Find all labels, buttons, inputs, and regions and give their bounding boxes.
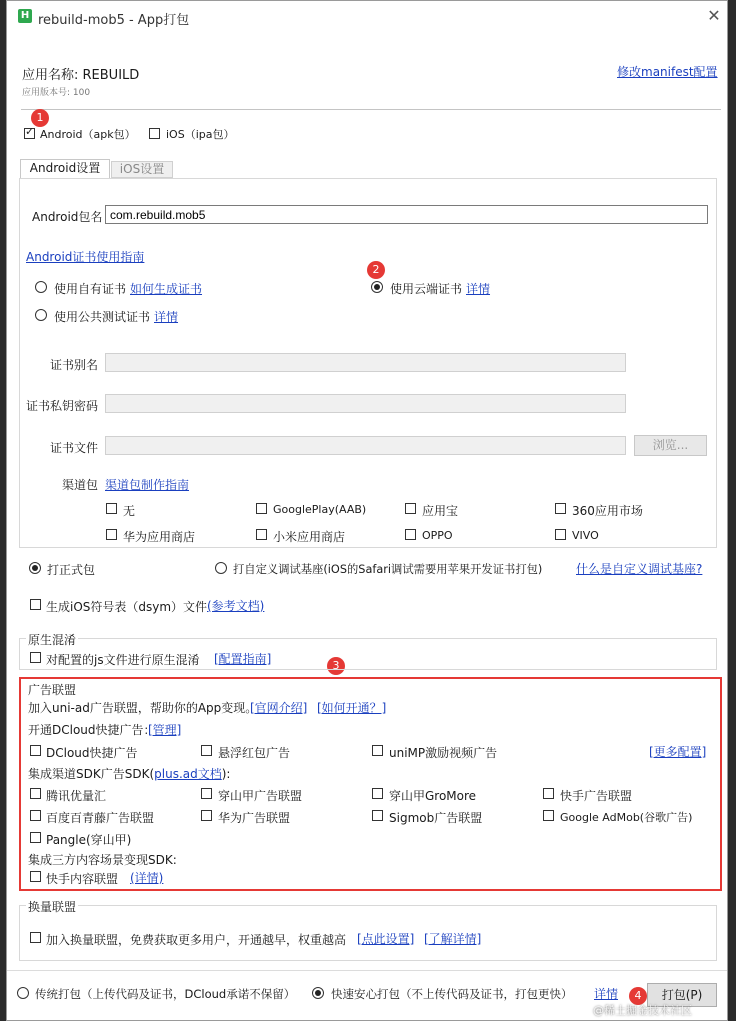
dcloud-quick-ad-label[interactable]: DCloud快捷广告 bbox=[46, 746, 138, 760]
csj-gromore-checkbox[interactable] bbox=[372, 788, 383, 799]
app-name-label: 应用名称: REBUILD bbox=[22, 68, 140, 83]
obfuscation-guide-link[interactable]: [配置指南] bbox=[214, 652, 272, 666]
obfuscation-label[interactable]: 对配置的js文件进行原生混淆 bbox=[46, 653, 200, 667]
ios-platform-label[interactable]: iOS（ipa包） bbox=[166, 128, 235, 141]
channel-yingyongbao-label[interactable]: 应用宝 bbox=[422, 504, 459, 518]
channel-vivo-label[interactable]: VIVO bbox=[572, 529, 599, 542]
edit-manifest-link[interactable]: 修改manifest配置 bbox=[617, 65, 718, 79]
custom-base-radio[interactable] bbox=[215, 562, 227, 574]
what-is-custom-base-link[interactable]: 什么是自定义调试基座? bbox=[576, 562, 703, 576]
step-badge-2: 2 bbox=[367, 261, 385, 279]
baidu-ad-checkbox[interactable] bbox=[30, 810, 41, 821]
google-admob-label[interactable]: Google AdMob(谷歌广告) bbox=[560, 811, 693, 824]
channel-360-label[interactable]: 360应用市场 bbox=[572, 504, 643, 518]
unimp-reward-video-checkbox[interactable] bbox=[372, 745, 383, 756]
unimp-reward-video-label[interactable]: uniMP激励视频广告 bbox=[389, 746, 498, 760]
dsym-checkbox[interactable] bbox=[30, 599, 41, 610]
floating-redpacket-ad-label[interactable]: 悬浮红包广告 bbox=[218, 746, 291, 760]
floating-redpacket-ad-checkbox[interactable] bbox=[201, 745, 212, 756]
how-to-generate-cert-link[interactable]: 如何生成证书 bbox=[130, 282, 203, 296]
fast-pack-radio[interactable] bbox=[312, 987, 324, 999]
sdk-ad-label bbox=[28, 765, 230, 782]
channel-guide-link[interactable]: 渠道包制作指南 bbox=[105, 478, 190, 492]
background-editor-right bbox=[728, 0, 736, 1021]
footer-separator bbox=[7, 970, 727, 971]
channel-label: 渠道包 bbox=[62, 478, 99, 492]
kuaishou-content-label[interactable]: 快手内容联盟 bbox=[46, 872, 119, 886]
exchange-details-link[interactable]: [了解详情] bbox=[424, 932, 482, 946]
exchange-league-checkbox[interactable] bbox=[30, 932, 41, 943]
android-cert-guide-link[interactable]: Android证书使用指南 bbox=[26, 250, 145, 264]
pack-button-label: 打包(P) bbox=[661, 988, 703, 1002]
window-title: rebuild-mob5 - App打包 bbox=[38, 13, 190, 28]
kuaishou-content-checkbox[interactable] bbox=[30, 871, 41, 882]
ad-league-title: 广告联盟 bbox=[28, 683, 77, 697]
public-cert-radio[interactable] bbox=[35, 309, 47, 321]
channel-vivo-checkbox[interactable] bbox=[555, 529, 566, 540]
traditional-pack-label[interactable]: 传统打包（上传代码及证书，DCloud承诺不保留） bbox=[35, 987, 296, 1001]
channel-360-checkbox[interactable] bbox=[555, 503, 566, 514]
google-admob-checkbox[interactable] bbox=[543, 810, 554, 821]
channel-huawei-label[interactable]: 华为应用商店 bbox=[123, 530, 196, 544]
close-icon[interactable]: ✕ bbox=[707, 6, 721, 25]
public-cert-label[interactable]: 使用公共测试证书 bbox=[54, 310, 151, 324]
more-config-link[interactable]: [更多配置] bbox=[649, 745, 707, 759]
kuaishou-ad-checkbox[interactable] bbox=[543, 788, 554, 799]
own-cert-radio[interactable] bbox=[35, 281, 47, 293]
exchange-league-label[interactable]: 加入换量联盟，免费获取更多用户，开通越早，权重越高 bbox=[46, 933, 347, 947]
cert-password-label: 证书私钥密码 bbox=[26, 399, 99, 413]
tab-android-settings[interactable] bbox=[20, 159, 110, 178]
obfuscation-title: 原生混淆 bbox=[28, 633, 77, 647]
sigmob-ad-checkbox[interactable] bbox=[372, 810, 383, 821]
channel-oppo-checkbox[interactable] bbox=[405, 529, 416, 540]
dcloud-ad-manage-link[interactable]: [管理] bbox=[148, 723, 182, 737]
browse-button[interactable] bbox=[634, 435, 707, 456]
android-platform-checkbox[interactable] bbox=[24, 128, 35, 139]
watermark: @稀土掘金技术社区 bbox=[593, 1004, 692, 1017]
app-pack-dialog bbox=[6, 0, 728, 1021]
fast-pack-detail-link[interactable]: 详情 bbox=[594, 987, 619, 1001]
public-cert-detail-link[interactable]: 详情 bbox=[154, 310, 179, 324]
browse-button-label: 浏览... bbox=[652, 438, 689, 452]
kuaishou-content-detail-link[interactable]: (详情) bbox=[130, 871, 164, 885]
cert-alias-label: 证书别名 bbox=[50, 358, 99, 372]
android-package-label: Android包名 bbox=[32, 210, 103, 224]
title-bar bbox=[7, 1, 727, 33]
tab-ios-settings[interactable] bbox=[111, 161, 173, 178]
csj-ad-label[interactable]: 穿山甲广告联盟 bbox=[218, 789, 303, 803]
channel-yingyongbao-checkbox[interactable] bbox=[405, 503, 416, 514]
sdk-ad-label-prefix: 集成渠道SDK广告SDK( bbox=[28, 767, 155, 781]
cert-password-input[interactable] bbox=[105, 394, 626, 413]
cert-file-input[interactable] bbox=[105, 436, 626, 455]
pangle-label[interactable]: Pangle(穿山甲) bbox=[46, 833, 132, 847]
huawei-ad-checkbox[interactable] bbox=[201, 810, 212, 821]
ios-platform-checkbox[interactable] bbox=[149, 128, 160, 139]
dcloud-ad-label: 开通DCloud快捷广告： bbox=[28, 723, 156, 737]
android-platform-label[interactable]: Android（apk包） bbox=[40, 128, 136, 141]
channel-none-checkbox[interactable] bbox=[106, 503, 117, 514]
exchange-settings-link[interactable]: [点此设置] bbox=[357, 932, 415, 946]
sdk-ad-label-suffix: ): bbox=[221, 767, 231, 781]
android-package-input[interactable] bbox=[105, 205, 708, 224]
dsym-reference-link[interactable]: (参考文档) bbox=[207, 599, 265, 613]
channel-googleplay-checkbox[interactable] bbox=[256, 503, 267, 514]
cert-file-label: 证书文件 bbox=[50, 441, 99, 455]
formal-build-label[interactable]: 打正式包 bbox=[47, 563, 96, 577]
channel-oppo-label[interactable]: OPPO bbox=[422, 529, 453, 542]
formal-build-radio[interactable] bbox=[29, 562, 41, 574]
cert-alias-input[interactable] bbox=[105, 353, 626, 372]
channel-xiaomi-label[interactable]: 小米应用商店 bbox=[273, 530, 346, 544]
step-badge-4: 4 bbox=[629, 987, 647, 1005]
content-sdk-label: 集成三方内容场景变现SDK: bbox=[28, 853, 177, 867]
app-version-label: 应用版本号: 100 bbox=[22, 88, 91, 98]
hbuilder-app-icon: H bbox=[18, 9, 32, 23]
step-badge-3: 3 bbox=[327, 657, 345, 675]
baidu-ad-label[interactable]: 百度百青藤广告联盟 bbox=[46, 811, 155, 825]
sigmob-ad-label[interactable]: Sigmob广告联盟 bbox=[389, 811, 483, 825]
cloud-cert-label[interactable]: 使用云端证书 bbox=[390, 282, 463, 296]
csj-gromore-label[interactable]: 穿山甲GroMore bbox=[389, 789, 477, 803]
tencent-ylh-checkbox[interactable] bbox=[30, 788, 41, 799]
tab-ios-settings-label: iOS设置 bbox=[119, 162, 165, 176]
header-separator bbox=[21, 109, 721, 110]
kuaishou-ad-label[interactable]: 快手广告联盟 bbox=[560, 789, 633, 803]
huawei-ad-label[interactable]: 华为广告联盟 bbox=[218, 811, 291, 825]
exchange-league-title: 换量联盟 bbox=[28, 900, 77, 914]
plus-ad-doc-link[interactable]: plus.ad文档 bbox=[154, 767, 222, 781]
own-cert-label[interactable]: 使用自有证书 bbox=[54, 282, 127, 296]
fast-pack-label[interactable]: 快速安心打包（不上传代码及证书，打包更快） bbox=[331, 987, 573, 1001]
channel-xiaomi-checkbox[interactable] bbox=[256, 529, 267, 540]
obfuscation-checkbox[interactable] bbox=[30, 652, 41, 663]
traditional-pack-radio[interactable] bbox=[17, 987, 29, 999]
ad-how-to-open-link[interactable]: [如何开通？] bbox=[317, 701, 387, 715]
dcloud-quick-ad-checkbox[interactable] bbox=[30, 745, 41, 756]
csj-ad-checkbox[interactable] bbox=[201, 788, 212, 799]
channel-none-label[interactable]: 无 bbox=[123, 504, 136, 518]
ad-intro-text: 加入uni-ad广告联盟，帮助你的App变现。 bbox=[28, 701, 258, 715]
pangle-checkbox[interactable] bbox=[30, 832, 41, 843]
channel-huawei-checkbox[interactable] bbox=[106, 529, 117, 540]
ad-official-intro-link[interactable]: [官网介绍] bbox=[250, 701, 308, 715]
cloud-cert-detail-link[interactable]: 详情 bbox=[466, 282, 491, 296]
custom-base-label[interactable]: 打自定义调试基座(iOS的Safari调试需要用苹果开发证书打包) bbox=[233, 563, 543, 576]
tencent-ylh-label[interactable]: 腾讯优量汇 bbox=[46, 789, 107, 803]
step-badge-1: 1 bbox=[31, 109, 49, 127]
channel-googleplay-label[interactable]: GooglePlay(AAB) bbox=[273, 503, 367, 516]
dsym-label[interactable]: 生成iOS符号表（dsym）文件 bbox=[46, 600, 208, 614]
cloud-cert-radio[interactable] bbox=[371, 281, 383, 293]
tab-android-settings-label: Android设置 bbox=[29, 161, 101, 175]
